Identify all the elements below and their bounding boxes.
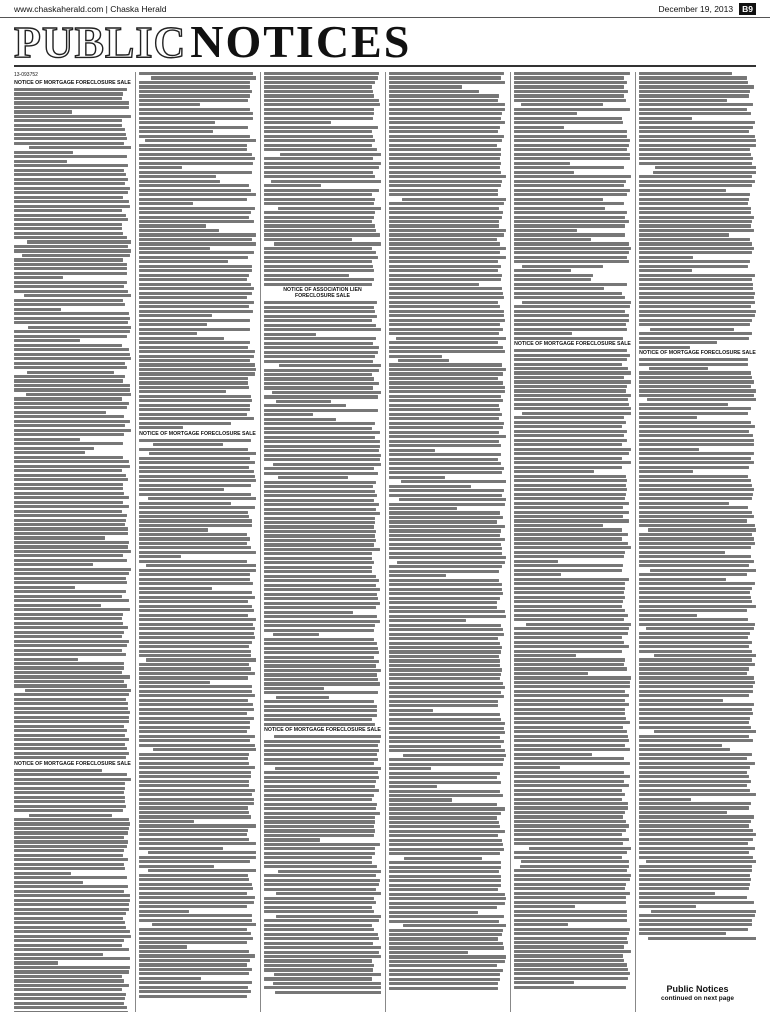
site-name: www.chaskaherald.com | Chaska Herald xyxy=(14,3,167,14)
notice-heading: NOTICE OF MORTGAGE FORECLOSURE SALE xyxy=(514,341,631,348)
notice-body xyxy=(264,301,381,726)
page-number: B9 xyxy=(739,3,756,15)
notice-body xyxy=(14,769,131,1012)
notice-body xyxy=(14,88,131,759)
column-6 xyxy=(639,72,756,1012)
notice-file-number: 13-093752 xyxy=(14,72,38,78)
notices-columns xyxy=(14,72,756,1012)
column-2 xyxy=(139,72,256,1012)
notice-body xyxy=(514,72,631,340)
column-1 xyxy=(14,72,131,1012)
notice-body xyxy=(264,72,381,286)
column-5 xyxy=(514,72,631,1012)
column-4 xyxy=(389,72,506,1012)
continued-text: continued on next page xyxy=(661,995,734,1002)
notice-body xyxy=(639,72,756,349)
notice-heading: NOTICE OF MORTGAGE FORECLOSURE SALE xyxy=(139,430,256,437)
notice-heading: NOTICE OF ASSOCIATION LIEN FORECLOSURE SALE xyxy=(283,287,362,300)
section-masthead xyxy=(14,16,756,67)
notice-body xyxy=(139,72,256,429)
notice-heading: NOTICE OF MORTGAGE FORECLOSURE SALE xyxy=(639,350,756,357)
notice-body xyxy=(389,72,506,990)
continued-footer xyxy=(639,982,756,1012)
column-3 xyxy=(264,72,381,1012)
notice-body xyxy=(639,358,756,940)
notice-body xyxy=(139,439,256,998)
issue-date: December 19, 2013 xyxy=(658,3,734,14)
masthead-notices: NOTICES xyxy=(190,16,412,67)
notice-heading: NOTICE OF MORTGAGE FORECLOSURE SALE xyxy=(14,80,131,86)
notice-body xyxy=(264,735,381,994)
masthead-public: PUBLIC xyxy=(14,18,187,67)
notice-heading: NOTICE OF MORTGAGE FORECLOSURE SALE xyxy=(14,760,131,767)
footer-label: Public Notices xyxy=(666,984,729,994)
notice-body xyxy=(514,349,631,989)
notice-heading: NOTICE OF MORTGAGE FORECLOSURE SALE xyxy=(264,727,381,734)
